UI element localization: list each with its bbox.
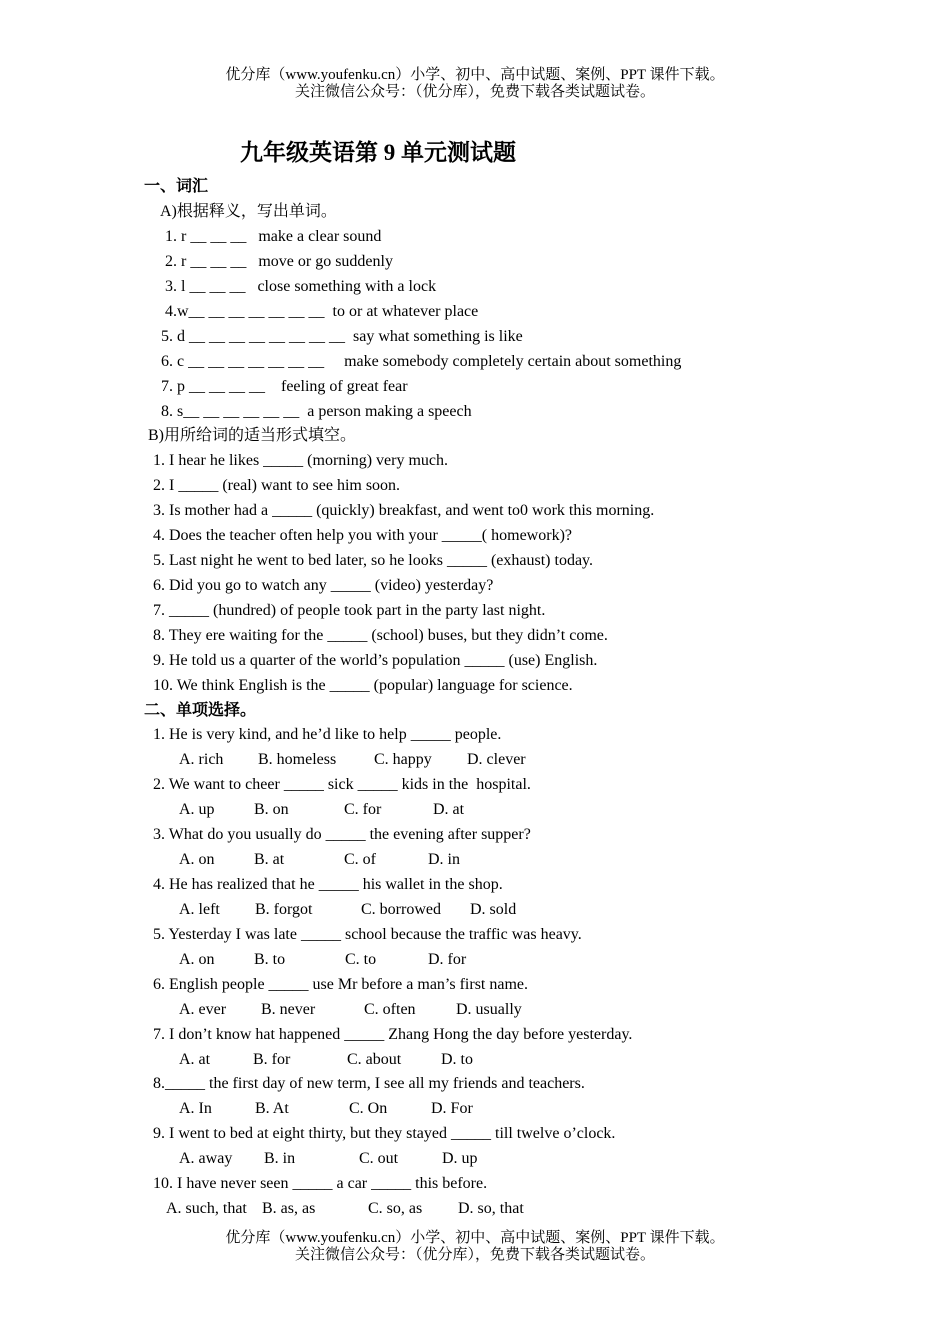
mc-question: 1. He is very kind, and he’d like to help _____ people. bbox=[153, 726, 502, 743]
header-line-1: 优分库（www.youfenku.cn）小学、初中、高中试题、案例、PPT 课件下载。 bbox=[225, 67, 725, 83]
mc-question: 10. I have never seen _____ a car _____ this before. bbox=[153, 1175, 488, 1192]
mc-option: A. up bbox=[179, 801, 215, 818]
mc-question: 2. We want to cheer _____ sick _____ kids in the hospital. bbox=[153, 776, 531, 793]
footer-line-2: 关注微信公众号：（优分库），免费下载各类试题试卷。 bbox=[294, 1247, 655, 1263]
fill-item: 1. I hear he likes _____ (morning) very much. bbox=[153, 452, 449, 469]
fill-item: 7. _____ (hundred) of people took part in the party last night. bbox=[153, 602, 546, 619]
mc-option: D. clever bbox=[467, 751, 526, 768]
mc-option: A. on bbox=[179, 951, 215, 968]
footer-line-1: 优分库（www.youfenku.cn）小学、初中、高中试题、案例、PPT 课件下载。 bbox=[225, 1230, 725, 1246]
mc-option: B. on bbox=[254, 801, 289, 818]
mc-option: A. left bbox=[179, 901, 220, 918]
section1-heading: 一、词汇 bbox=[144, 178, 209, 195]
partA-instruction: A)根据释义，写出单词。 bbox=[160, 203, 337, 220]
mc-question: 7. I don’t know hat happened _____ Zhang Hong the day before yesterday. bbox=[153, 1026, 633, 1043]
section2-heading: 二、单项选择。 bbox=[144, 702, 257, 719]
mc-option: B. in bbox=[264, 1150, 296, 1167]
header-line-2: 关注微信公众号：（优分库），免费下载各类试题试卷。 bbox=[294, 84, 655, 100]
page-title: 九年级英语第 9 单元测试题 bbox=[240, 140, 516, 165]
mc-option: C. about bbox=[347, 1051, 402, 1068]
mc-option: B. forgot bbox=[255, 901, 313, 918]
mc-option: D. for bbox=[428, 951, 467, 968]
mc-option: A. at bbox=[179, 1051, 211, 1068]
mc-option: D. sold bbox=[470, 901, 517, 918]
mc-option: C. often bbox=[364, 1001, 416, 1018]
mc-option: C. to bbox=[345, 951, 377, 968]
mc-option: A. away bbox=[179, 1150, 233, 1167]
mc-question: 5. Yesterday I was late _____ school because the traffic was heavy. bbox=[153, 926, 582, 943]
mc-question: 6. English people _____ use Mr before a man’s first name. bbox=[153, 976, 529, 993]
mc-option: D. up bbox=[442, 1150, 478, 1167]
mc-question: 4. He has realized that he _____ his wallet in the shop. bbox=[153, 876, 503, 893]
fill-item: 8. They ere waiting for the _____ (school) buses, but they didn’t come. bbox=[153, 627, 608, 644]
page-header bbox=[0, 67, 950, 101]
mc-option: C. of bbox=[344, 851, 376, 868]
mc-option: C. happy bbox=[374, 751, 432, 768]
page-footer bbox=[0, 1230, 950, 1264]
mc-option: B. At bbox=[255, 1100, 289, 1117]
fill-item: 6. Did you go to watch any _____ (video) yesterday? bbox=[153, 577, 494, 594]
mc-option: B. never bbox=[261, 1001, 316, 1018]
vocab-item: 3. l __ __ __ close something with a lock bbox=[165, 278, 437, 295]
mc-option: D. to bbox=[441, 1051, 473, 1068]
mc-question: 3. What do you usually do _____ the evening after supper? bbox=[153, 826, 531, 843]
mc-option: D. in bbox=[428, 851, 460, 868]
partB-instruction: B)用所给词的适当形式填空。 bbox=[148, 427, 357, 444]
fill-item: 9. He told us a quarter of the world’s population _____ (use) English. bbox=[153, 652, 598, 669]
mc-question: 9. I went to bed at eight thirty, but they stayed _____ till twelve o’clock. bbox=[153, 1125, 616, 1142]
vocab-item: 1. r __ __ __ make a clear sound bbox=[165, 228, 382, 245]
mc-option: C. for bbox=[344, 801, 382, 818]
mc-option: D. at bbox=[433, 801, 465, 818]
fill-item: 3. Is mother had a _____ (quickly) breakfast, and went to0 work this morning. bbox=[153, 502, 655, 519]
fill-item: 10. We think English is the _____ (popular) language for science. bbox=[153, 677, 573, 694]
vocab-item: 8. s__ __ __ __ __ __ a person making a speech bbox=[161, 403, 472, 420]
vocab-item: 4.w__ __ __ __ __ __ __ to or at whatever place bbox=[165, 303, 479, 320]
vocab-item: 7. p __ __ __ __ feeling of great fear bbox=[161, 378, 408, 395]
mc-question: 8._____ the first day of new term, I see all my friends and teachers. bbox=[153, 1075, 585, 1092]
mc-option: C. so, as bbox=[368, 1200, 423, 1217]
mc-option: D. usually bbox=[456, 1001, 522, 1018]
mc-option: C. On bbox=[349, 1100, 388, 1117]
mc-option: B. for bbox=[253, 1051, 291, 1068]
vocab-item: 2. r __ __ __ move or go suddenly bbox=[165, 253, 393, 270]
fill-item: 5. Last night he went to bed later, so he looks _____ (exhaust) today. bbox=[153, 552, 594, 569]
vocab-item: 5. d __ __ __ __ __ __ __ __ say what something is like bbox=[161, 328, 523, 345]
mc-option: B. to bbox=[254, 951, 286, 968]
mc-option: C. out bbox=[359, 1150, 399, 1167]
vocab-item: 6. c __ __ __ __ __ __ __ make somebody completely certain about something bbox=[161, 353, 682, 370]
mc-option: B. at bbox=[254, 851, 285, 868]
fill-item: 4. Does the teacher often help you with your _____( homework)? bbox=[153, 527, 572, 544]
mc-option: B. homeless bbox=[258, 751, 337, 768]
mc-option: A. rich bbox=[179, 751, 224, 768]
mc-option: A. on bbox=[179, 851, 215, 868]
mc-option: B. as, as bbox=[262, 1200, 316, 1217]
mc-option: C. borrowed bbox=[361, 901, 441, 918]
mc-option: A. ever bbox=[179, 1001, 227, 1018]
mc-option: D. so, that bbox=[458, 1200, 524, 1217]
mc-option: A. In bbox=[179, 1100, 212, 1117]
fill-item: 2. I _____ (real) want to see him soon. bbox=[153, 477, 401, 494]
mc-option: D. For bbox=[431, 1100, 473, 1117]
mc-option: A. such, that bbox=[166, 1200, 247, 1217]
